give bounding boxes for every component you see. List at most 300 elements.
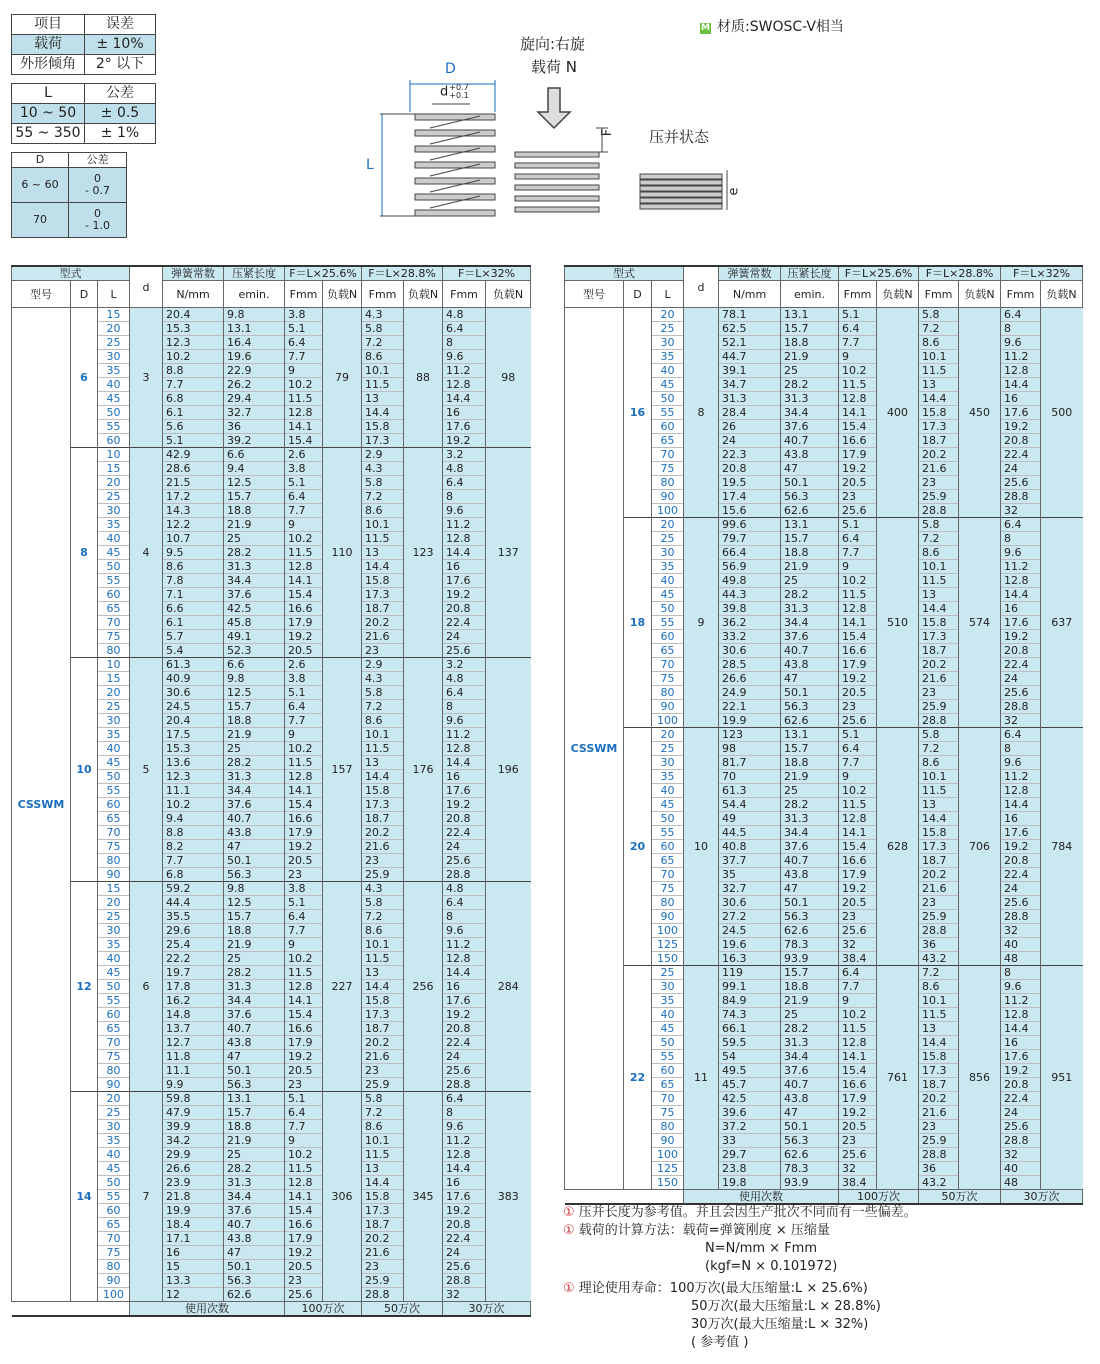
load-25: 157 — [323, 658, 362, 882]
fmm-32: 3.2 — [443, 448, 486, 462]
solid-length: 21.9 — [224, 1134, 285, 1148]
spring-constant: 61.3 — [163, 658, 224, 672]
fmm-32: 4.8 — [443, 308, 486, 322]
col-header: 公差 — [85, 84, 156, 104]
length-L: 45 — [652, 798, 684, 812]
fmm-32: 22.4 — [1001, 1092, 1041, 1106]
note-2b: N=N/mm × Fmm — [705, 1241, 818, 1256]
length-L: 80 — [652, 896, 684, 910]
solid-length: 40.7 — [781, 434, 839, 448]
fmm-32: 12.8 — [1001, 574, 1041, 588]
fmm-32: 25.6 — [1001, 896, 1041, 910]
load-28: 706 — [959, 728, 1001, 966]
spring-constant: 21.8 — [163, 1190, 224, 1204]
solid-length: 43.8 — [781, 658, 839, 672]
fmm-28: 14.4 — [919, 1036, 959, 1050]
length-L: 15 — [98, 672, 130, 686]
fmm-32: 25.6 — [443, 1064, 486, 1078]
solid-length: 9.8 — [224, 882, 285, 896]
fmm-28: 7.2 — [919, 742, 959, 756]
fmm-25: 15.4 — [285, 1008, 323, 1022]
fmm-28: 13 — [919, 378, 959, 392]
solid-length: 62.6 — [781, 1148, 839, 1162]
length-L: 20 — [98, 896, 130, 910]
spring-constant: 22.3 — [719, 448, 781, 462]
solid-length: 21.9 — [224, 518, 285, 532]
fmm-25: 5.1 — [285, 322, 323, 336]
length-L: 30 — [98, 350, 130, 364]
fmm-32: 25.6 — [443, 644, 486, 658]
solid-length: 31.3 — [781, 602, 839, 616]
fmm-32: 12.8 — [443, 1148, 486, 1162]
length-L: 40 — [98, 742, 130, 756]
col-header-solid: 压紧长度 — [781, 266, 839, 281]
fmm-32: 9.6 — [443, 714, 486, 728]
fmm-32: 14.4 — [443, 756, 486, 770]
solid-length: 28.2 — [781, 1022, 839, 1036]
fmm-32: 22.4 — [443, 1036, 486, 1050]
solid-length: 28.2 — [781, 798, 839, 812]
solid-length: 34.4 — [781, 616, 839, 630]
fmm-25: 10.2 — [839, 784, 877, 798]
fmm-28: 21.6 — [919, 1106, 959, 1120]
fmm-25: 12.8 — [839, 1036, 877, 1050]
footer-f1: 100万次 — [839, 1190, 919, 1205]
fmm-32: 9.6 — [1001, 336, 1041, 350]
length-L: 55 — [98, 784, 130, 798]
fmm-25: 3.8 — [285, 462, 323, 476]
solid-length: 39.2 — [224, 434, 285, 448]
fmm-32: 12.8 — [1001, 364, 1041, 378]
spring-constant: 6.1 — [163, 406, 224, 420]
fmm-28: 23 — [362, 644, 404, 658]
fmm-25: 25.6 — [839, 1148, 877, 1162]
footer-f2: 50万次 — [919, 1190, 1001, 1205]
fmm-32: 17.6 — [443, 574, 486, 588]
note-3a: 理论使用寿命：100万次(最大压缩量:L × 25.6%) — [578, 1281, 868, 1296]
length-L: 30 — [652, 336, 684, 350]
solid-length: 21.9 — [224, 728, 285, 742]
fmm-25: 11.5 — [285, 966, 323, 980]
spring-constant: 12.2 — [163, 518, 224, 532]
length-L: 80 — [652, 1120, 684, 1134]
spring-constant: 14.3 — [163, 504, 224, 518]
fmm-25: 20.5 — [285, 644, 323, 658]
solid-length: 18.8 — [781, 980, 839, 994]
solid-length: 21.9 — [781, 350, 839, 364]
spring-constant: 99.6 — [719, 518, 781, 532]
fmm-32: 6.4 — [443, 476, 486, 490]
solid-length: 31.3 — [781, 392, 839, 406]
solid-length: 43.8 — [224, 826, 285, 840]
solid-length: 31.3 — [224, 770, 285, 784]
col-header-f2: F＝L×28.8% — [919, 266, 1001, 281]
spring-constant: 44.7 — [719, 350, 781, 364]
spring-constant: 61.3 — [719, 784, 781, 798]
fmm-32: 3.2 — [443, 658, 486, 672]
fmm-25: 15.4 — [839, 420, 877, 434]
load-28: 574 — [959, 518, 1001, 728]
d-symbol: d — [440, 84, 449, 100]
length-L: 40 — [652, 364, 684, 378]
solid-length: 31.3 — [781, 812, 839, 826]
table-row — [565, 518, 1083, 532]
spring-constant: 24.9 — [719, 686, 781, 700]
spring-constant: 24 — [719, 434, 781, 448]
fmm-32: 6.4 — [1001, 728, 1041, 742]
load-28: 856 — [959, 966, 1001, 1190]
material-badge: M — [701, 23, 710, 33]
spring-constant: 98 — [719, 742, 781, 756]
length-L: 30 — [98, 504, 130, 518]
fmm-25: 17.9 — [839, 1092, 877, 1106]
length-L: 70 — [98, 1232, 130, 1246]
solid-length: 93.9 — [781, 1176, 839, 1190]
spring-constant: 7.7 — [163, 378, 224, 392]
col-header-load: 负载N — [404, 281, 443, 308]
fmm-25: 5.1 — [285, 1092, 323, 1106]
length-L: 60 — [652, 1064, 684, 1078]
spring-constant: 49 — [719, 812, 781, 826]
solid-length: 19.6 — [224, 350, 285, 364]
fmm-28: 18.7 — [919, 854, 959, 868]
wire-d: 3 — [130, 308, 163, 448]
fmm-32: 48 — [1001, 1176, 1041, 1190]
fmm-25: 12.8 — [285, 406, 323, 420]
solid-length: 18.8 — [781, 336, 839, 350]
fmm-25: 6.4 — [285, 700, 323, 714]
fmm-28: 18.7 — [919, 644, 959, 658]
load-25: 110 — [323, 448, 362, 658]
fmm-28: 5.8 — [362, 1092, 404, 1106]
fmm-28: 8.6 — [919, 546, 959, 560]
solid-length: 25 — [781, 1008, 839, 1022]
spring-constant: 52.1 — [719, 336, 781, 350]
fmm-25: 12.8 — [285, 560, 323, 574]
note-mark-icon: ① — [563, 1223, 575, 1238]
fmm-28: 7.2 — [362, 910, 404, 924]
tolerance-table-diameter — [11, 152, 127, 238]
fmm-28: 11.5 — [919, 364, 959, 378]
cell: 载荷 — [12, 35, 85, 55]
length-L: 30 — [98, 924, 130, 938]
length-L: 55 — [98, 1190, 130, 1204]
fmm-28: 8.6 — [919, 756, 959, 770]
length-L: 40 — [98, 378, 130, 392]
length-L: 15 — [98, 308, 130, 322]
fmm-28: 7.2 — [362, 700, 404, 714]
spring-constant: 24.5 — [163, 700, 224, 714]
cell: 2° 以下 — [85, 55, 156, 75]
length-L: 10 — [98, 658, 130, 672]
load-32: 284 — [486, 882, 531, 1092]
load-32: 383 — [486, 1092, 531, 1302]
fmm-28: 5.8 — [919, 308, 959, 322]
fmm-28: 23 — [362, 1064, 404, 1078]
length-L: 100 — [98, 1288, 130, 1302]
spring-constant: 9.4 — [163, 812, 224, 826]
spring-constant: 34.2 — [163, 1134, 224, 1148]
solid-length: 50.1 — [781, 476, 839, 490]
solid-length: 34.4 — [224, 784, 285, 798]
load-32: 196 — [486, 658, 531, 882]
fmm-28: 11.5 — [919, 1008, 959, 1022]
length-L: 10 — [98, 448, 130, 462]
fmm-28: 18.7 — [362, 1218, 404, 1232]
spring-constant: 22.2 — [163, 952, 224, 966]
spring-constant: 37.2 — [719, 1120, 781, 1134]
spring-constant: 44.4 — [163, 896, 224, 910]
solid-length: 13.1 — [224, 1092, 285, 1106]
fmm-25: 20.5 — [839, 1120, 877, 1134]
load-25: 227 — [323, 882, 362, 1092]
length-L: 80 — [98, 1064, 130, 1078]
fmm-28: 15.8 — [362, 574, 404, 588]
spring-constant: 12 — [163, 1288, 224, 1302]
diagram-state-label: 压并状态 — [649, 128, 710, 146]
fmm-28: 20.2 — [919, 448, 959, 462]
solid-length: 34.4 — [781, 826, 839, 840]
spring-constant: 10.7 — [163, 532, 224, 546]
solid-length: 15.7 — [781, 532, 839, 546]
table-row — [565, 966, 1083, 980]
length-L: 40 — [98, 952, 130, 966]
spring-constant: 25.4 — [163, 938, 224, 952]
spring-constant: 19.6 — [719, 938, 781, 952]
solid-length: 78.3 — [781, 1162, 839, 1176]
spring-constant: 5.4 — [163, 644, 224, 658]
fmm-32: 25.6 — [443, 854, 486, 868]
fmm-28: 23 — [362, 1260, 404, 1274]
spring-constant: 39.1 — [719, 364, 781, 378]
fmm-32: 20.8 — [443, 812, 486, 826]
spring-constant: 26.6 — [719, 672, 781, 686]
fmm-28: 10.1 — [919, 994, 959, 1008]
spring-constant: 20.4 — [163, 308, 224, 322]
col-header-fmm: Fmm — [1001, 281, 1041, 308]
length-L: 80 — [98, 854, 130, 868]
solid-length: 25 — [224, 952, 285, 966]
spring-constant: 26.6 — [163, 1162, 224, 1176]
solid-length: 18.8 — [781, 756, 839, 770]
fmm-28: 10.1 — [362, 364, 404, 378]
load-25: 306 — [323, 1092, 362, 1302]
fmm-32: 20.8 — [443, 1218, 486, 1232]
fmm-32: 40 — [1001, 938, 1041, 952]
spring-constant: 30.6 — [163, 686, 224, 700]
col-header-model: 型式 — [12, 266, 130, 281]
length-L: 90 — [652, 490, 684, 504]
length-L: 35 — [98, 1134, 130, 1148]
fmm-28: 10.1 — [362, 728, 404, 742]
fmm-32: 8 — [443, 490, 486, 504]
solid-length: 52.3 — [224, 644, 285, 658]
spring-constant: 16.2 — [163, 994, 224, 1008]
fmm-32: 32 — [1001, 924, 1041, 938]
solid-length: 21.9 — [224, 938, 285, 952]
spring-constant: 42.9 — [163, 448, 224, 462]
fmm-32: 12.8 — [1001, 1008, 1041, 1022]
fmm-25: 14.1 — [285, 784, 323, 798]
cell: ± 1% — [85, 124, 156, 144]
spring-constant: 13.6 — [163, 756, 224, 770]
length-L: 65 — [652, 434, 684, 448]
length-L: 30 — [652, 756, 684, 770]
fmm-32: 24 — [443, 1246, 486, 1260]
fmm-25: 10.2 — [285, 952, 323, 966]
spring-constant: 28.5 — [719, 658, 781, 672]
footer-blank — [12, 1302, 130, 1317]
diameter-D: 16 — [624, 308, 652, 518]
fmm-32: 9.6 — [443, 924, 486, 938]
solid-length: 25 — [781, 364, 839, 378]
solid-length: 37.6 — [781, 630, 839, 644]
cell — [69, 168, 127, 203]
length-L: 75 — [652, 462, 684, 476]
fmm-25: 20.5 — [285, 1064, 323, 1078]
spring-constant: 34.7 — [719, 378, 781, 392]
fmm-28: 5.8 — [362, 896, 404, 910]
load-32: 500 — [1041, 308, 1083, 518]
fmm-32: 25.6 — [1001, 1120, 1041, 1134]
fmm-28: 8.6 — [362, 1120, 404, 1134]
length-L: 30 — [652, 546, 684, 560]
fmm-28: 17.3 — [362, 1008, 404, 1022]
spring-constant: 54.4 — [719, 798, 781, 812]
spring-constant: 45.7 — [719, 1078, 781, 1092]
fmm-28: 17.3 — [919, 1064, 959, 1078]
fmm-28: 7.2 — [919, 532, 959, 546]
spring-constant: 12.7 — [163, 1036, 224, 1050]
load-32: 784 — [1041, 728, 1083, 966]
fmm-25: 23 — [839, 490, 877, 504]
fmm-25: 7.7 — [285, 714, 323, 728]
fmm-28: 7.2 — [919, 322, 959, 336]
fmm-28: 17.3 — [919, 420, 959, 434]
fmm-28: 10.1 — [919, 350, 959, 364]
fmm-32: 19.2 — [443, 1008, 486, 1022]
fmm-25: 5.1 — [285, 896, 323, 910]
spring-constant: 13.3 — [163, 1274, 224, 1288]
col-header-fmm: Fmm — [443, 281, 486, 308]
load-25: 628 — [877, 728, 919, 966]
spring-constant: 18.4 — [163, 1218, 224, 1232]
fmm-28: 25.9 — [362, 1078, 404, 1092]
fmm-25: 10.2 — [839, 364, 877, 378]
fmm-28: 5.8 — [362, 322, 404, 336]
spring-constant: 40.9 — [163, 672, 224, 686]
fmm-28: 10.1 — [919, 560, 959, 574]
fmm-28: 15.8 — [919, 616, 959, 630]
col-header-fmm: Fmm — [285, 281, 323, 308]
fmm-32: 17.6 — [443, 784, 486, 798]
note-mark-icon: ① — [563, 1205, 575, 1220]
fmm-28: 23 — [919, 476, 959, 490]
fmm-28: 15.8 — [919, 406, 959, 420]
spring-constant: 15.3 — [163, 742, 224, 756]
col-header-typecode: 型号 — [12, 281, 71, 308]
load-28: 450 — [959, 308, 1001, 518]
solid-length: 56.3 — [224, 868, 285, 882]
col-header-typecode: 型号 — [565, 281, 624, 308]
col-header-d: d — [684, 266, 719, 308]
fmm-25: 20.5 — [839, 896, 877, 910]
solid-length: 40.7 — [781, 644, 839, 658]
fmm-25: 17.9 — [285, 1232, 323, 1246]
fmm-28: 13 — [919, 588, 959, 602]
cell-line: 0 — [94, 172, 101, 185]
solid-length: 32.7 — [224, 406, 285, 420]
fmm-28: 25.9 — [362, 868, 404, 882]
fmm-25: 14.1 — [839, 616, 877, 630]
length-L: 35 — [98, 518, 130, 532]
fmm-32: 12.8 — [443, 742, 486, 756]
length-L: 60 — [652, 420, 684, 434]
fmm-28: 15.8 — [362, 784, 404, 798]
cell: ± 0.5 — [85, 104, 156, 124]
solid-length: 40.7 — [224, 1218, 285, 1232]
spring-constant: 8.6 — [163, 560, 224, 574]
fmm-28: 2.9 — [362, 448, 404, 462]
length-L: 50 — [652, 602, 684, 616]
fmm-28: 14.4 — [919, 392, 959, 406]
solid-length: 56.3 — [781, 910, 839, 924]
fmm-32: 6.4 — [443, 1092, 486, 1106]
solid-length: 50.1 — [224, 854, 285, 868]
fmm-32: 16 — [1001, 1036, 1041, 1050]
solid-length: 18.8 — [224, 504, 285, 518]
solid-length: 28.2 — [224, 1162, 285, 1176]
fmm-28: 5.8 — [362, 476, 404, 490]
spring-constant: 9.5 — [163, 546, 224, 560]
solid-length: 47 — [781, 1106, 839, 1120]
length-L: 35 — [98, 938, 130, 952]
fmm-28: 28.8 — [919, 714, 959, 728]
fmm-32: 14.4 — [1001, 588, 1041, 602]
spring-constant: 15.3 — [163, 322, 224, 336]
spring-constant: 19.7 — [163, 966, 224, 980]
fmm-32: 11.2 — [443, 938, 486, 952]
fmm-28: 4.3 — [362, 882, 404, 896]
fmm-28: 23 — [919, 1120, 959, 1134]
fmm-25: 3.8 — [285, 308, 323, 322]
fmm-25: 38.4 — [839, 1176, 877, 1190]
length-L: 60 — [98, 434, 130, 448]
solid-length: 31.3 — [224, 1176, 285, 1190]
solid-length: 6.6 — [224, 448, 285, 462]
col-header-model: 型式 — [565, 266, 684, 281]
length-L: 75 — [652, 882, 684, 896]
fmm-28: 13 — [362, 1162, 404, 1176]
fmm-32: 14.4 — [443, 1162, 486, 1176]
col-header-solid-unit: emin. — [781, 281, 839, 308]
fmm-32: 11.2 — [443, 728, 486, 742]
fmm-25: 10.2 — [285, 742, 323, 756]
spring-constant: 123 — [719, 728, 781, 742]
col-header-f3: F＝L×32% — [1001, 266, 1083, 281]
spring-constant: 6.8 — [163, 868, 224, 882]
solid-length: 43.8 — [781, 448, 839, 462]
length-L: 45 — [98, 546, 130, 560]
solid-length: 9.8 — [224, 308, 285, 322]
wire-d: 5 — [130, 658, 163, 882]
solid-length: 93.9 — [781, 952, 839, 966]
fmm-28: 20.2 — [919, 1092, 959, 1106]
fmm-28: 25.9 — [919, 1134, 959, 1148]
fmm-28: 13 — [362, 756, 404, 770]
wire-d: 9 — [684, 518, 719, 728]
spring-constant: 11.8 — [163, 1050, 224, 1064]
